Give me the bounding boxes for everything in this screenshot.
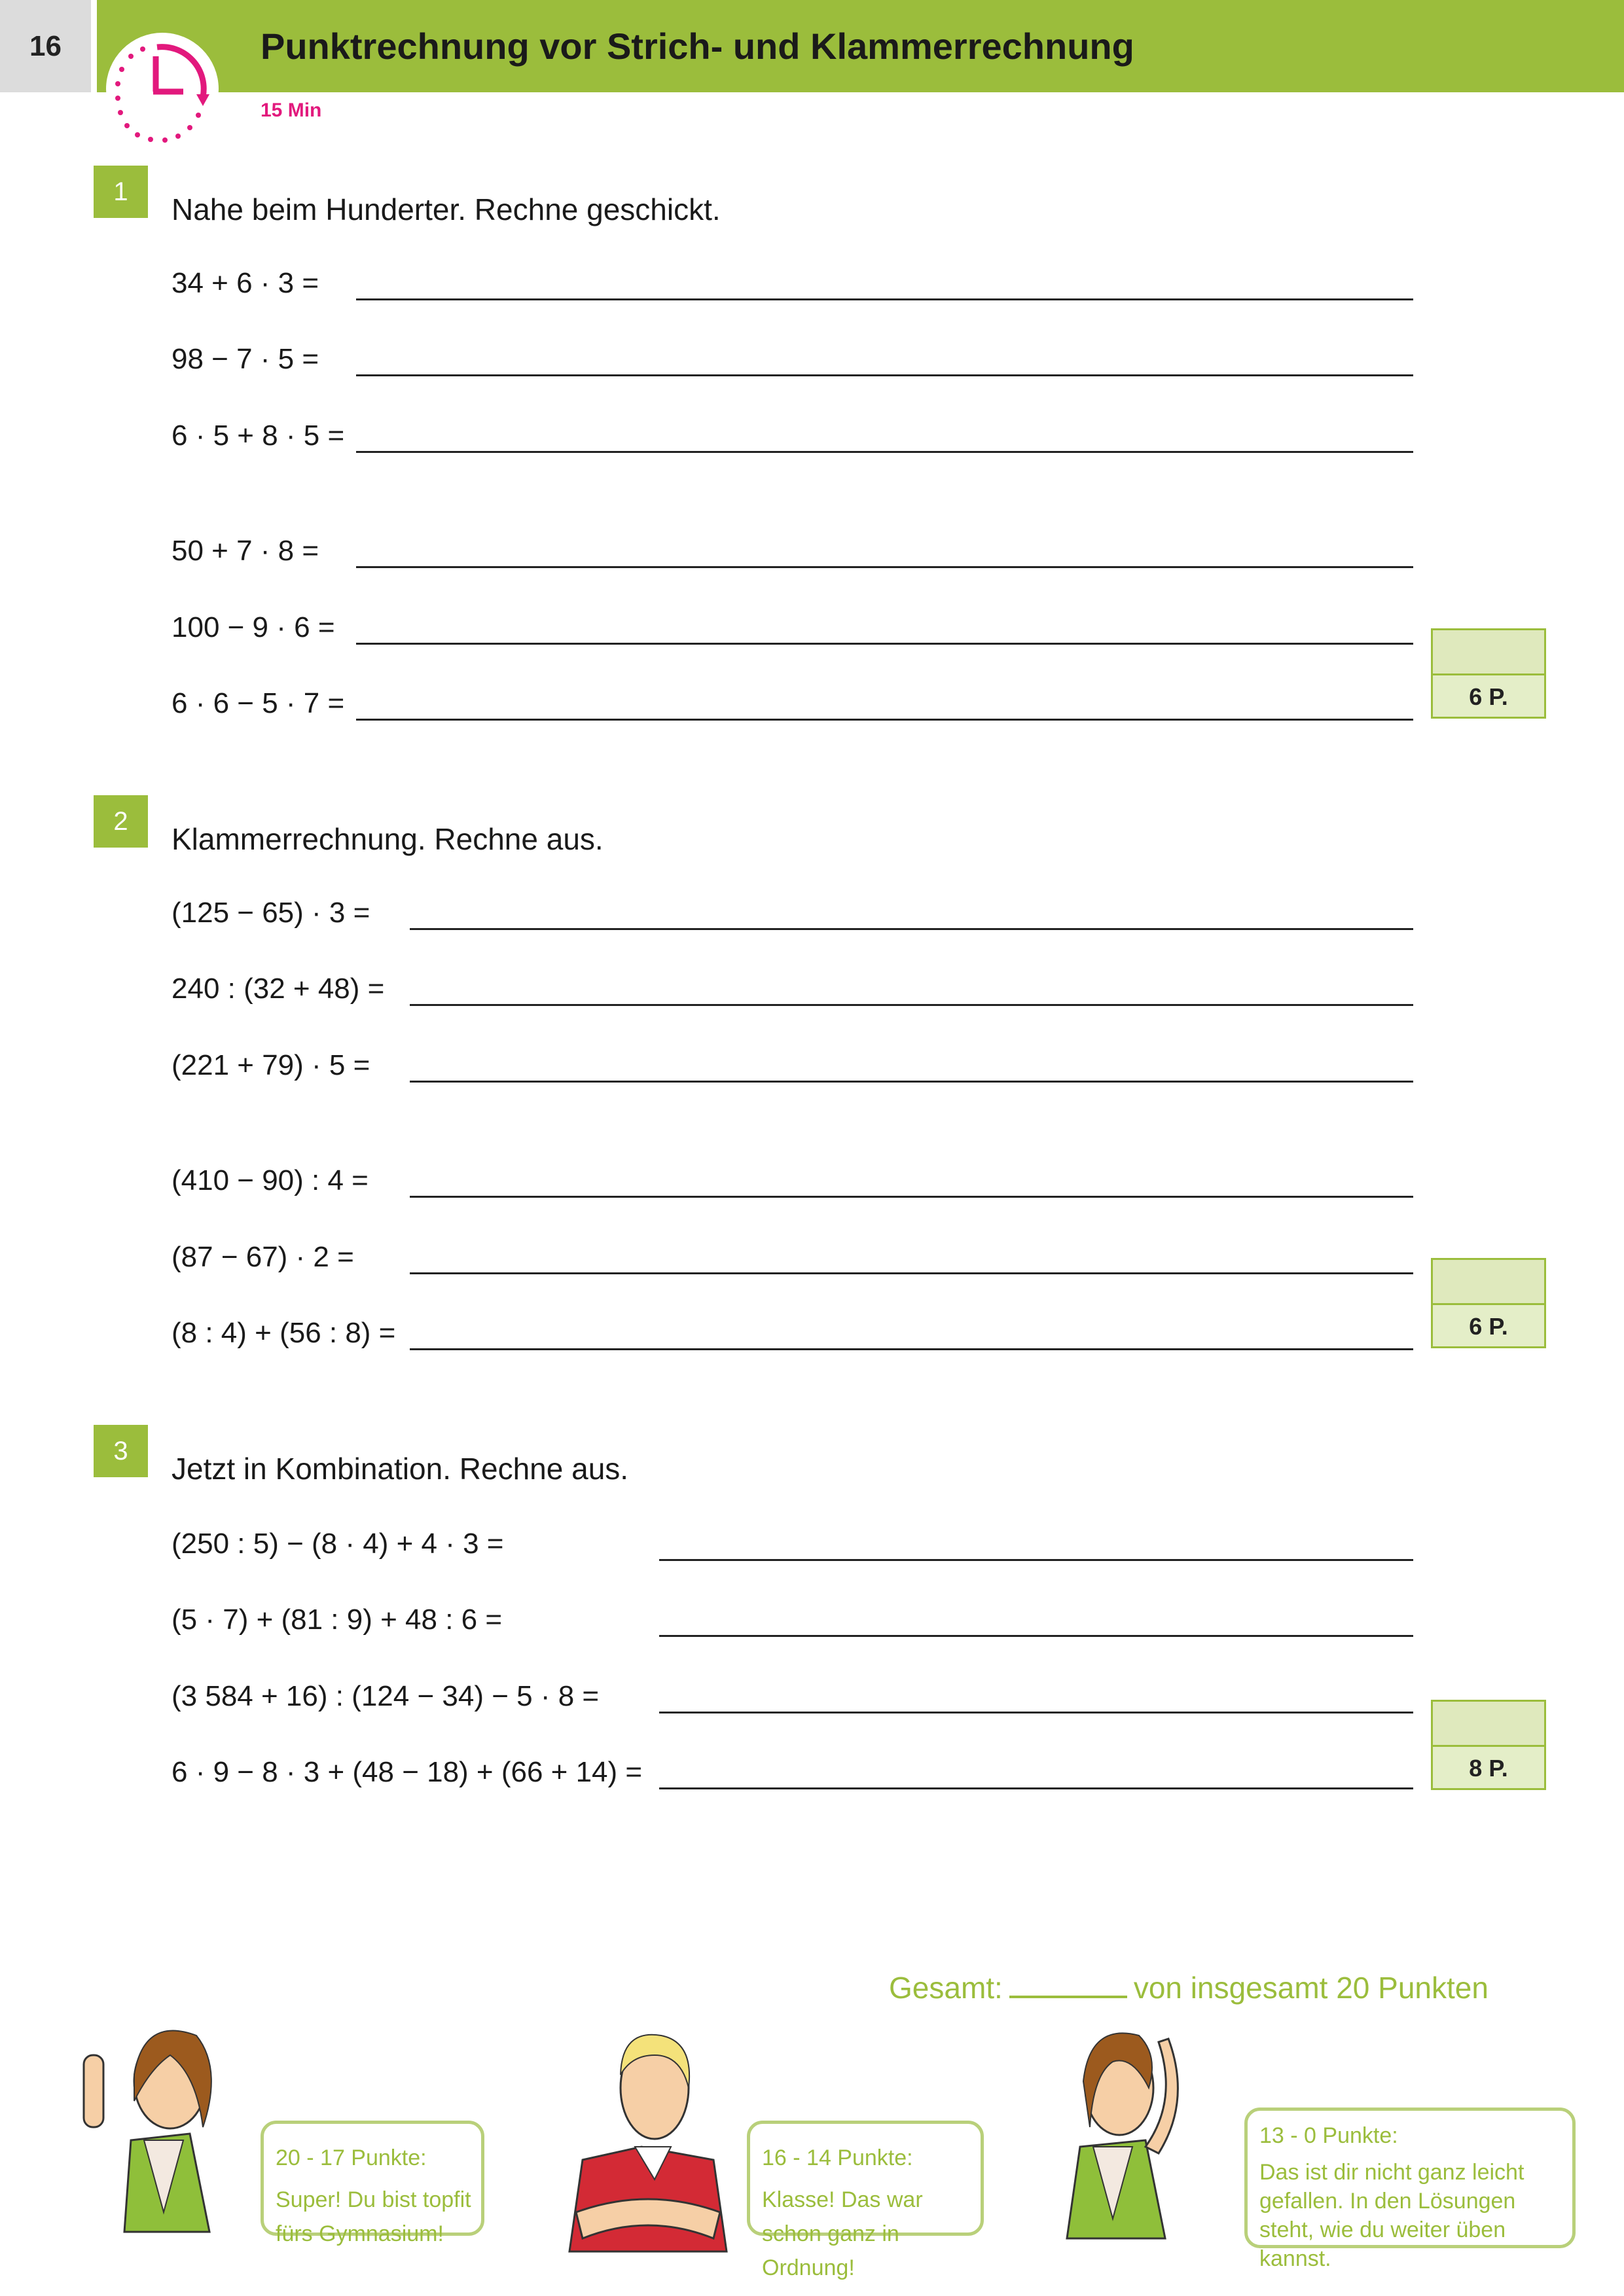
feedback-text: Klasse! Das war schon ganz in Ordnung! [762, 2187, 923, 2280]
feedback-range: 20 - 17 Punkte: [276, 2145, 427, 2170]
feedback-bubble-low [1244, 2108, 1576, 2271]
math-expression: 50 + 7 · 8 = [171, 535, 319, 567]
points-label: 8 P. [1469, 1755, 1508, 1782]
answer-line[interactable] [659, 1787, 1413, 1789]
task-instruction: Klammerrechnung. Rechne aus. [171, 822, 604, 856]
total-suffix: von insgesamt 20 Punkten [1133, 1971, 1489, 2005]
task-number-badge: 1 [94, 166, 148, 218]
task-instruction: Nahe beim Hunderter. Rechne geschickt. [171, 192, 721, 226]
total-input[interactable] [1009, 1996, 1127, 1998]
answer-line[interactable] [356, 374, 1413, 376]
points-score-field[interactable] [1433, 1702, 1544, 1747]
math-expression: (8 : 4) + (56 : 8) = [171, 1317, 396, 1349]
math-expression: (410 − 90) : 4 = [171, 1164, 369, 1196]
math-expression: (87 − 67) · 2 = [171, 1241, 354, 1273]
clock-icon [105, 31, 220, 147]
answer-line[interactable] [659, 1635, 1413, 1637]
math-expression: (221 + 79) · 5 = [171, 1049, 370, 1081]
page-number: 16 [29, 30, 62, 62]
math-expression: 34 + 6 · 3 = [171, 267, 319, 299]
answer-line[interactable] [410, 1004, 1413, 1006]
points-box [1431, 628, 1546, 719]
feedback-text: Das ist dir nicht ganz leicht gefallen. In den Lösungen steht, wie du weiter üben kannst. [1259, 2160, 1525, 2271]
total-label: Gesamt: [889, 1971, 1003, 2005]
math-expression: 6 · 5 + 8 · 5 = [171, 420, 345, 452]
page-title: Punktrechnung vor Strich- und Klammerrechnung [261, 26, 1134, 67]
answer-line[interactable] [410, 1348, 1413, 1350]
time-label: 15 Min [261, 99, 322, 121]
answer-line[interactable] [356, 566, 1413, 568]
math-expression: 6 · 9 − 8 · 3 + (48 − 18) + (66 + 14) = [171, 1756, 643, 1788]
task-instruction: Jetzt in Kombination. Rechne aus. [171, 1452, 629, 1486]
math-expression: (5 · 7) + (81 : 9) + 48 : 6 = [171, 1604, 503, 1636]
points-score-field[interactable] [1433, 630, 1544, 675]
answer-line[interactable] [356, 298, 1413, 300]
points-label: 6 P. [1469, 683, 1508, 710]
answer-line[interactable] [659, 1559, 1413, 1561]
math-expression: 100 − 9 · 6 = [171, 611, 335, 643]
task-number-badge: 3 [94, 1425, 148, 1477]
answer-line[interactable] [410, 1196, 1413, 1198]
points-box [1431, 1258, 1546, 1348]
math-expression: 240 : (32 + 48) = [171, 973, 385, 1005]
feedback-range: 13 - 0 Punkte: [1259, 2123, 1398, 2148]
feedback-bubble-high [261, 2121, 484, 2246]
feedback-text: Super! Du bist topfit fürs Gymnasium! [276, 2187, 471, 2246]
math-expression: 98 − 7 · 5 = [171, 343, 319, 375]
girl-thinking-illustration [1028, 2016, 1218, 2258]
answer-line[interactable] [410, 1272, 1413, 1274]
math-expression: (3 584 + 16) : (124 − 34) − 5 · 8 = [171, 1680, 600, 1712]
math-expression: 6 · 6 − 5 · 7 = [171, 687, 345, 719]
answer-line[interactable] [410, 928, 1413, 930]
girl-thumbs-up-illustration [72, 2016, 249, 2258]
boy-arms-crossed-illustration [563, 2016, 733, 2258]
points-score-field[interactable] [1433, 1260, 1544, 1305]
math-expression: (250 : 5) − (8 · 4) + 4 · 3 = [171, 1528, 504, 1560]
total-score [889, 1970, 1489, 2005]
math-expression: (125 − 65) · 3 = [171, 897, 370, 929]
answer-line[interactable] [410, 1081, 1413, 1083]
task-number-badge: 2 [94, 795, 148, 848]
answer-line[interactable] [356, 643, 1413, 645]
answer-line[interactable] [659, 1712, 1413, 1713]
feedback-bubble-medium [747, 2121, 984, 2280]
answer-line[interactable] [356, 719, 1413, 721]
answer-line[interactable] [356, 451, 1413, 453]
points-label: 6 P. [1469, 1313, 1508, 1340]
feedback-range: 16 - 14 Punkte: [762, 2145, 913, 2170]
points-box [1431, 1700, 1546, 1790]
